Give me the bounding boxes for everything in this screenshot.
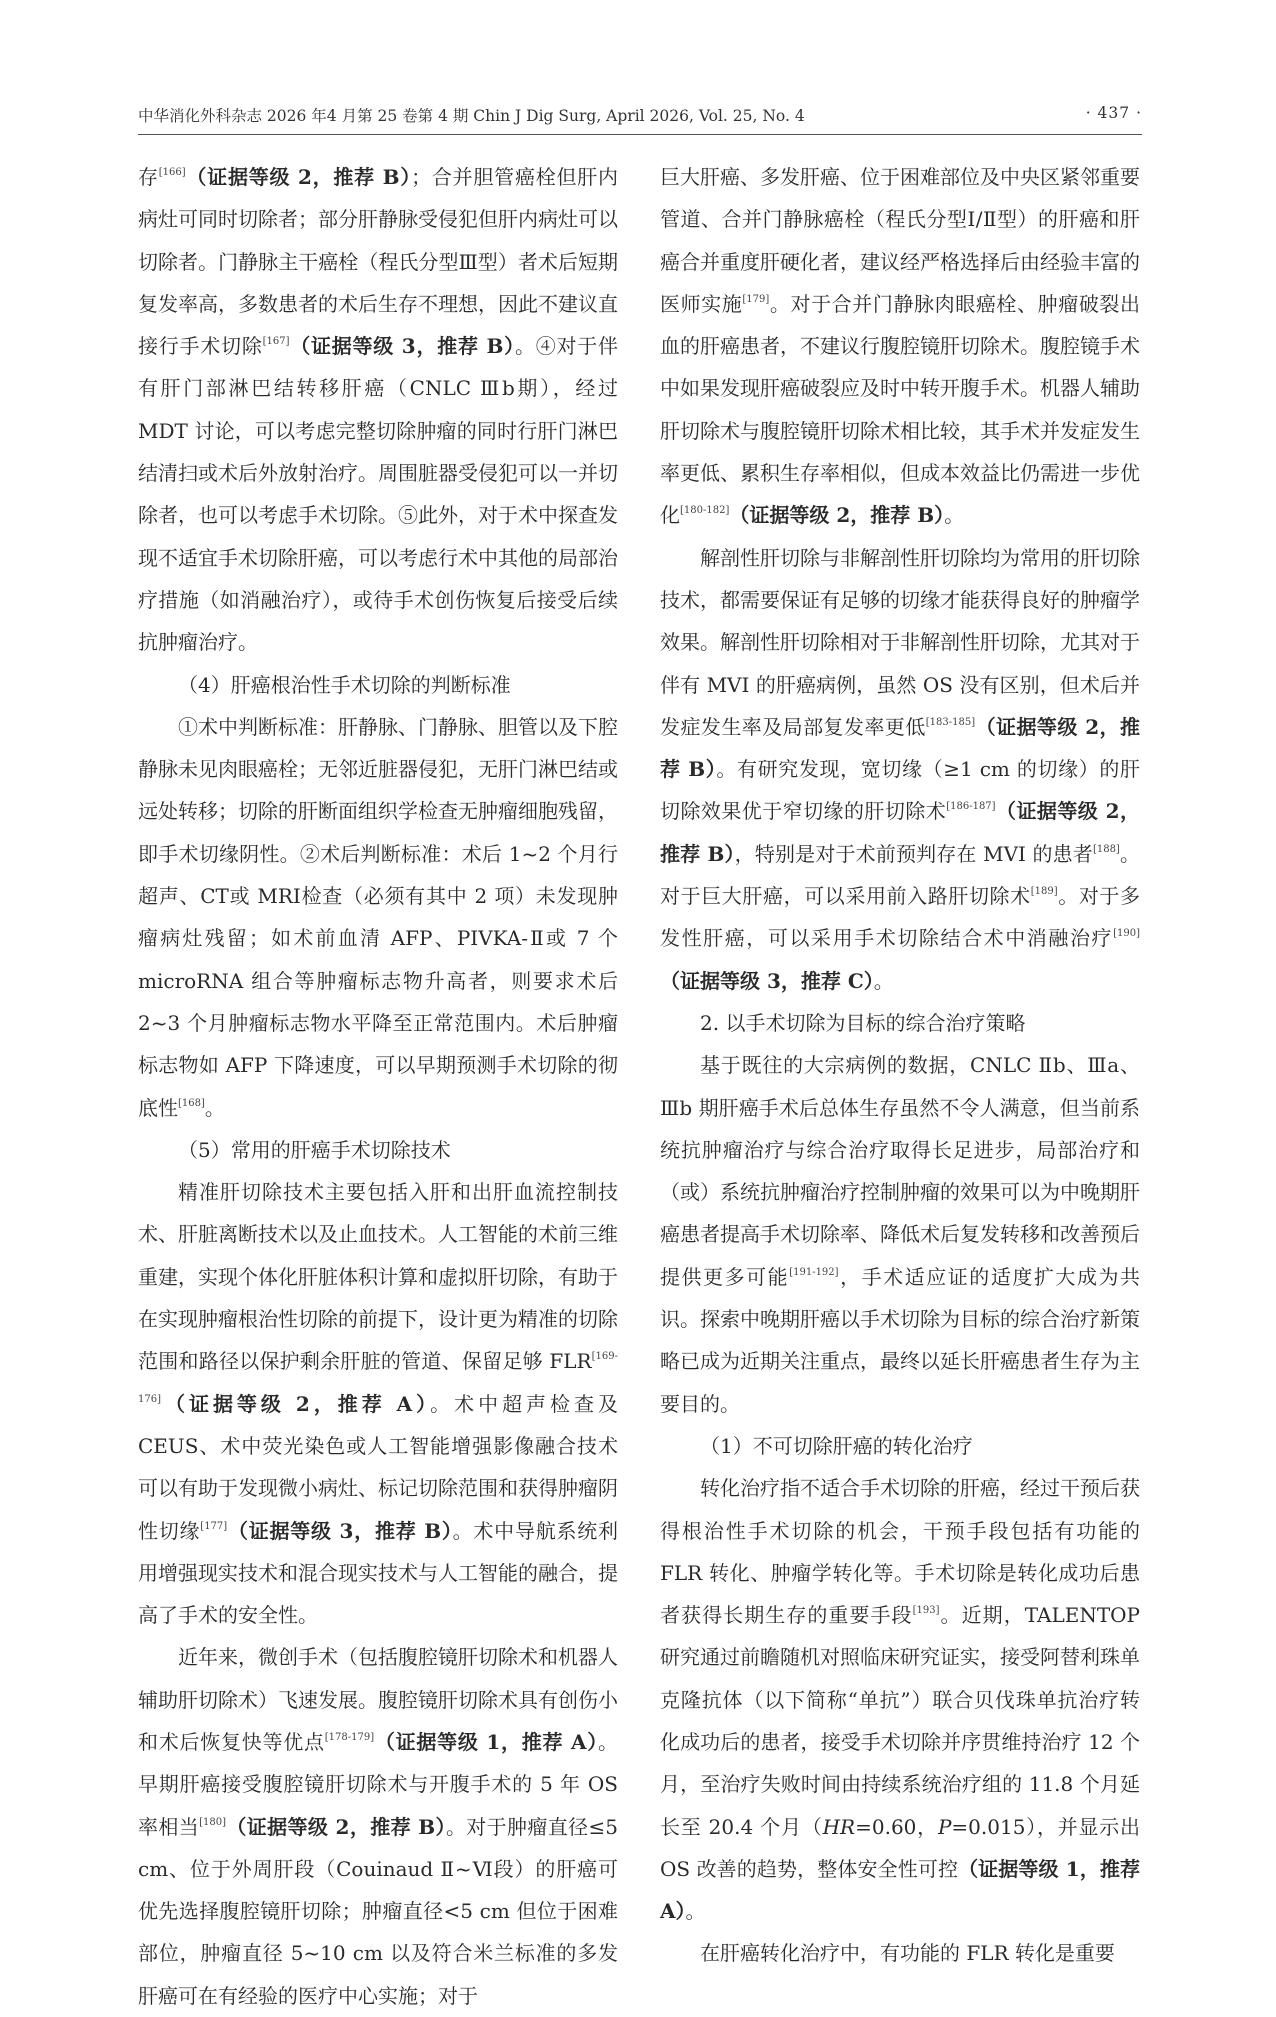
header-rule <box>138 134 1142 135</box>
section-heading: 2. 以手术切除为目标的综合治疗策略 <box>700 1010 1026 1035</box>
citation: [167] <box>262 336 290 348</box>
paragraph: 转化治疗指不适合手术切除的肝癌，经过干预后获得根治性手术切除的机会，干预手段包括有功能的 FLR 转化、肿瘤学转化等。手术切除是转化成功后患者获得长期生存的重要手段[193]。近期，TALENTOP 研究通过前瞻随机对照临床研究证实，接受阿替利珠单克隆抗体（以下简称“单抗”）联合贝伐珠单抗治疗转化成功后的患者，接受手术切除并序贯维持治疗 12 个月，至治疗失败时间由持续系统治疗组的 11.8 个月延长至 20.4 个月（HR=0.60，P=0.015），并显示出 OS 改善的趋势，整体安全性可控（证据等级 1，推荐 A）。 <box>660 1476 1141 1924</box>
citation: [189] <box>1030 886 1058 898</box>
evidence-grade: （证据等级 2，推荐 A） <box>161 1391 431 1416</box>
citation: [166] <box>158 167 186 178</box>
paragraph: 巨大肝癌、多发肝癌、位于困难部位及中央区紧邻重要管道、合并门静脉癌栓（程氏分型Ⅰ/Ⅱ型）的肝癌和肝癌合并重度肝硬化者，建议经严格选择后由经验丰富的医师实施[179]。对于合并门静脉肉眼癌栓、肿瘤破裂出血的肝癌患者，不建议行腹腔镜肝切除术。腹腔镜手术中如果发现肝癌破裂应及时中转开腹手术。机器人辅助肝切除术与腹腔镜肝切除术相比较，其手术并发症发生率更低、累积生存率相似，但成本效益比仍需进一步优化[180-182]（证据等级 2，推荐 B）。 <box>660 165 1141 528</box>
evidence-grade: （证据等级 2，推荐 B） <box>729 503 945 528</box>
evidence-grade: （证据等级 3，推荐 B） <box>227 1518 453 1543</box>
paragraph: 近年来，微创手术（包括腹腔镜肝切除术和机器人辅助肝切除术）飞速发展。腹腔镜肝切除术具有创伤小和术后恢复快等优点[178-179]（证据等级 1，推荐 A）。早期肝癌接受腹腔镜肝切除术与开腹手术的 5 年 OS 率相当[180]（证据等级 2，推荐 B）。对于肿瘤直径≤5 cm、位于外周肝段（Couinaud Ⅱ~Ⅵ段）的肝癌可优先选择腹腔镜肝切除；肿瘤直径<5 cm 但位于困难部位，肿瘤直径 5~10 cm 以及符合米兰标准的多发肝癌可在有经验的医疗中心实施；对于 <box>138 1645 619 2008</box>
citation: [183-185] <box>925 716 976 728</box>
hazard-ratio-label: HR <box>822 1814 856 1839</box>
paragraph: 存[166]（证据等级 2，推荐 B）；合并胆管癌栓但肝内病灶可同时切除者；部分肝静脉受侵犯但肝内病灶可以切除者。门静脉主干癌栓（程氏分型Ⅲ型）者术后短期复发率高，多数患者的术后生存不理想，因此不建议直接行手术切除[167]（证据等级 3，推荐 B）。④对于伴有肝门部淋巴结转移肝癌（CNLC Ⅲb期），经过 MDT 讨论，可以考虑完整切除肿瘤的同时行肝门淋巴结清扫或术后外放射治疗。周围脏器受侵犯可以一并切除者，也可以考虑手术切除。⑤此外，对于术中探查发现不适宜手术切除肝癌，可以考虑行术中其他的局部治疗措施（如消融治疗），或待手术创伤恢复后接受后续抗肿瘤治疗。 <box>138 165 619 655</box>
citation: [193] <box>912 1605 940 1617</box>
evidence-grade: （证据等级 2，推荐 B） <box>185 165 412 189</box>
citation: [180] <box>199 1816 226 1828</box>
paragraph: 解剖性肝切除与非解剖性肝切除均为常用的肝切除技术，都需要保证有足够的切缘才能获得良好的肿瘤学效果。解剖性肝切除相对于非解剖性肝切除，尤其对于伴有 MVI 的肝癌病例，虽然 OS 没有区别，但术后并发症发生率及局部复发率更低[183-185]（证据等级 2，推荐 B）。有研究发现，宽切缘（≥1 cm 的切缘）的肝切除效果优于窄切缘的肝切除术[186-187]（证据等级 2，推荐 B），特别是对于术前预判存在 MVI 的患者[188]。对于巨大肝癌，可以采用前入路肝切除术[189]。对于多发性肝癌，可以采用手术切除结合术中消融治疗[190]（证据等级 3，推荐 C）。 <box>660 545 1141 993</box>
evidence-grade: （证据等级 3，推荐 C） <box>660 968 874 993</box>
evidence-grade: （证据等级 2，推荐 B） <box>660 799 1141 866</box>
section-heading: （1）不可切除肝癌的转化治疗 <box>700 1433 973 1458</box>
citation: [168] <box>178 1097 205 1109</box>
paragraph: 精准肝切除技术主要包括入肝和出肝血流控制技术、肝脏离断技术以及止血技术。人工智能的术前三维重建，实现个体化肝脏体积计算和虚拟肝切除，有助于在实现肿瘤根治性切除的前提下，设计更为精准的切除范围和路径以保护剩余肝脏的管道、保留足够 FLR[169-176]（证据等级 2，推荐 A）。术中超声检查及 CEUS、术中荧光染色或人工智能增强影像融合技术可以有助于发现微小病灶、标记切除范围和获得肿瘤阴性切缘[177]（证据等级 3，推荐 B）。术中导航系统利用增强现实技术和混合现实技术与人工智能的融合，提高了手术的安全性。 <box>138 1180 619 1628</box>
evidence-grade: （证据等级 2，推荐 B） <box>226 1814 446 1839</box>
citation: [186-187] <box>946 801 996 813</box>
citation: [169-176] <box>138 1351 618 1405</box>
running-header <box>138 104 1142 130</box>
paragraph: ①术中判断标准：肝静脉、门静脉、胆管以及下腔静脉未见肉眼癌栓；无邻近脏器侵犯，无肝门淋巴结或远处转移；切除的肝断面组织学检查无肿瘤细胞残留，即手术切缘阴性。②术后判断标准：术后 1~2 个月行超声、CT或 MRI检查（必须有其中 2 项）未发现肿瘤病灶残留；如术前血清 AFP、PIVKA-Ⅱ或 7 个 microRNA 组合等肿瘤标志物升高者，则要求术后 2~3 个月肿瘤标志物水平降至正常范围内。术后肿瘤标志物如 AFP 下降速度，可以早期预测手术切除的彻底性[168]。 <box>138 714 618 1120</box>
p-value-label: P <box>937 1814 952 1839</box>
right-column <box>660 156 1140 1975</box>
citation: [178-179] <box>324 1731 375 1743</box>
paragraph: 在肝癌转化治疗中，有功能的 FLR 转化是重要 <box>700 1941 1115 1966</box>
page-number: · 437 · <box>1085 104 1142 122</box>
evidence-grade: （证据等级 3，推荐 B） <box>289 334 515 359</box>
citation: [188] <box>1092 843 1120 855</box>
section-heading: （5）常用的肝癌手术切除技术 <box>178 1137 451 1162</box>
citation: [191-192] <box>789 1266 839 1278</box>
citation: [180-182] <box>680 505 730 517</box>
citation: [190] <box>1113 928 1140 940</box>
citation: [177] <box>200 1520 228 1532</box>
left-column <box>138 156 618 2017</box>
paragraph: 基于既往的大宗病例的数据，CNLC Ⅱb、Ⅲa、Ⅲb 期肝癌手术后总体生存虽然不令人满意，但当前系统抗肿瘤治疗与综合治疗取得长足进步，局部治疗和（或）系统抗肿瘤治疗控制肿瘤的效果可以为中晚期肝癌患者提高手术切除率、降低术后复发转移和改善预后提供更多可能[191-192]，手术适应证的适度扩大成为共识。探索中晚期肝癌以手术切除为目标的综合治疗新策略已成为近期关注重点，最终以延长肝癌患者生存为主要目的。 <box>660 1053 1141 1416</box>
citation: [179] <box>742 293 770 305</box>
evidence-grade: （证据等级 1，推荐 A） <box>660 1856 1140 1924</box>
evidence-grade: （证据等级 2，推荐 B） <box>660 714 1140 782</box>
evidence-grade: （证据等级 1，推荐 A） <box>374 1729 599 1754</box>
journal-citation: 中华消化外科杂志 2026 年4 月第 25 卷第 4 期 Chin J Dig Surg, April 2026, Vol. 25, No. 4 <box>138 107 805 125</box>
section-heading: （4）肝癌根治性手术切除的判断标准 <box>178 672 511 697</box>
